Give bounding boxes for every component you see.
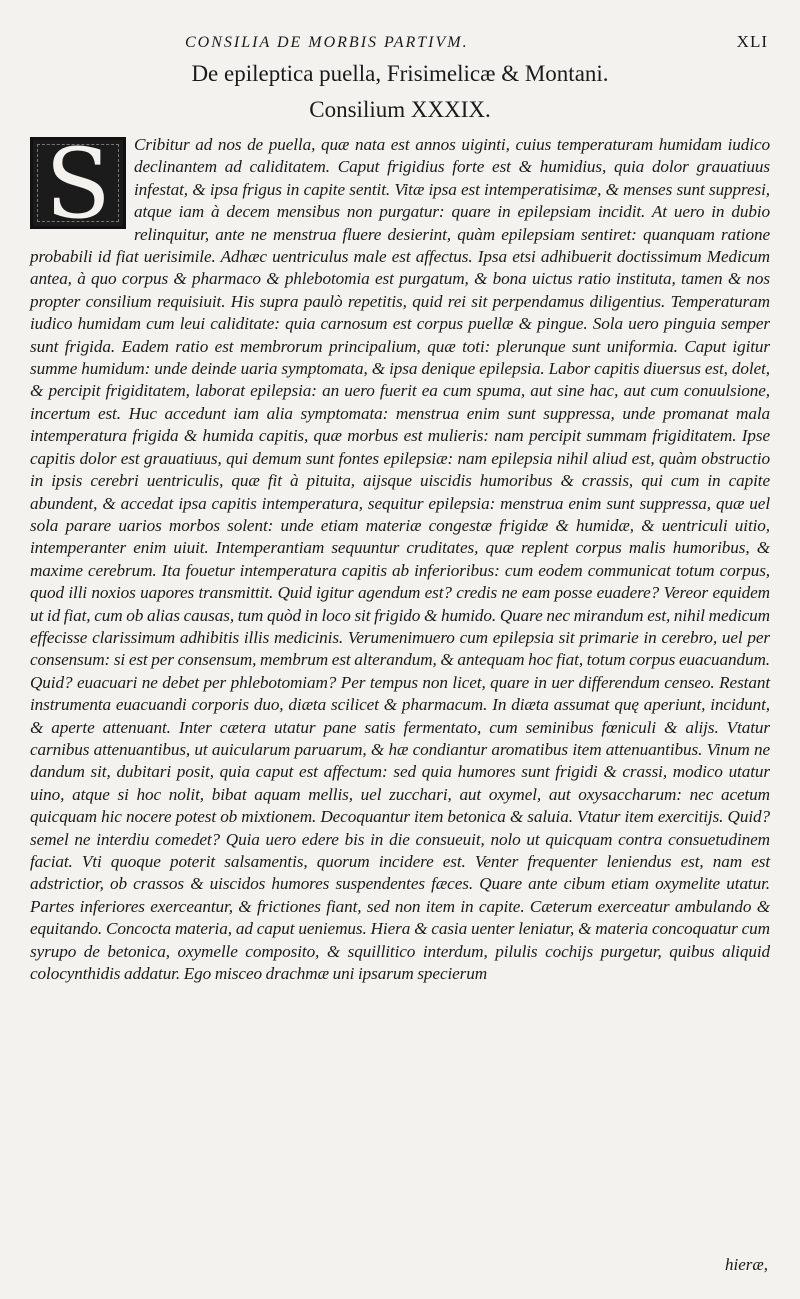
ornamental-drop-cap	[30, 137, 126, 229]
body-paragraph: Cribitur ad nos de puella, quæ nata est annos uiginti, cuius temperaturam humidam iudico declinantem ad caliditatem. Caput frigidius forte est & humidius, quia dolor grauatiuus infestat, & ipsa frigus in capite sentit. Vitæ ipsa est intemperatisimæ, & menses sunt suppresi, atque iam à decem mensibus non purgatur: quare in epilepsiam incidit. At uero in dubio relinquitur, ante ne menstrua fluere desierint, quàm epilepsiam sentiret: quanquam ratione probabili id fiat uerisimile. Adhæc uentriculus male est affectus. Ipsa etsi adhibuerit doctissimum Medicum antea, à quo corpus & pharmaco & phlebotomia est purgatum, & bona uictus ratio instituta, tamen & nos propter consilium requisiuit. His supra paulò repetitis, quid rei sit perpendamus diligentius. Temperaturam iudico humidam cum leui caliditate: quia carnosum est corpus puellæ & pingue. Sola uero pinguia semper sunt frigida. Eadem ratio est membrorum principalium, quæ toti: plerunque sunt uniformia. Caput igitur summe humidum: unde deinde uaria symptomata, & ipsa denique epilepsia. Labor capitis diuersus est, dolet, & percipit frigiditatem, laborat epilepsia: an uero fuerit ea cum spuma, aut sine hac, aut cum conuulsione, incertum est. Huc accedunt iam alia symptomata: menstrua enim sunt suppressa, unde promanat mala intemperatura frigida & humida capitis, quæ morbus est mulieris: nam percipit summam frigiditatem. Ipse capitis dolor est grauatiuus, qui demum sunt fontes epilepsiæ: nam epilepsia nihil aliud est, quàm obstructio in ipsis cerebri uentriculis, quæ fit à pituita, aijsque uiscidis humoribus & crassis, qui cum in capite abundent, & accedat ipsa capitis intemperatura, sequitur epilepsia: menstrua enim sunt suppressa, quæ uel sola parare uarios morbos solent: unde etiam materiæ congestæ frigidæ & humidæ, & uentriculi uitio, intemperanter enim uiuit. Intemperantiam sequuntur cruditates, quæ replent corpus malis humoribus, & maxime cerebrum. Ita fouetur intemperatura capitis ab inferioribus: cum eodem communicat totum corpus, quod illi noxios uapores transmittit. Quid igitur agendum est? credis ne eam posse euadere? Vereor equidem ut id fiat, cum ob alias causas, tum quòd in loco sit frigido & humido. Quare nec mirandum est, nihil medicum effecisse clarissimum adhibitis illis medicinis. Verumenimuero cum epilepsia sit primarie in cerebro, uel per consensum: si est per consensum, membrum est alterandum, & antequam hoc fiat, totum corpus euacuandum. Quid? euacuari ne debet per phlebotomiam? Per tempus non licet, quare in uer differendum censeo. Restant instrumenta euacuandi corporis duo, diæta scilicet & pharmacum. In diæta assumat quę aperiunt, incidunt, & aperte attenuant. Inter cætera utatur pane satis fermentato, cum seminibus fœniculi & alijs. Vtatur carnibus attenuantibus, ut auicularum paruarum, & hæ condiantur aromatibus item attenuantibus. Vinum ne dandum sit, dubitari posit, quia caput est affectum: sed quia humores sunt frigidi & crassi, modico utatur uino, atque si hoc nolit, bibat aquam mellis, uel zucchari, aut oxymel, aut oxysaccharum: nec acetum quicquam hic nocere potest ob mixtionem. Decoquantur item betonica & saluia. Vtatur item exercitijs. Quid? semel ne interdiu comedet? Quia uero edere bis in die consueuit, nolo ut quicquam contra consuetudinem faciat. Vti quoque poterit salsamentis, quorum incidere est. Venter frequenter leniendus est, nam est adstrictior, ob crassos & uiscidos humores suspendentes fæces. Quare ante cibum etiam oxymelite utatur. Partes inferiores exerceantur, & frictiones fiant, sed non item in capite. Cæterum exerceatur ambulando & equitando. Concocta materia, ad caput ueniemus. Hiera & casia uenter leniatur, & materia concoquatur cum syrupo de betonica, oxymelle composito, & squillitico interdum, pilulis cochijs purgetur, quibus aliquid colocynthidis addatur. Ego misceo drachmæ uni ipsarum specierum	[30, 135, 770, 984]
consilium-number: Consilium XXXIX.	[309, 97, 491, 122]
catchword: hieræ,	[725, 1255, 768, 1274]
drop-cap-letter: S	[45, 137, 111, 229]
running-title: CONSILIA DE MORBIS PARTIVM.	[185, 34, 469, 51]
folio-number: XLI	[736, 32, 768, 51]
running-head	[30, 28, 770, 58]
consilium-heading: De epileptica puella, Frisimelicæ & Montani.	[191, 61, 609, 86]
body-text-block	[30, 134, 770, 985]
